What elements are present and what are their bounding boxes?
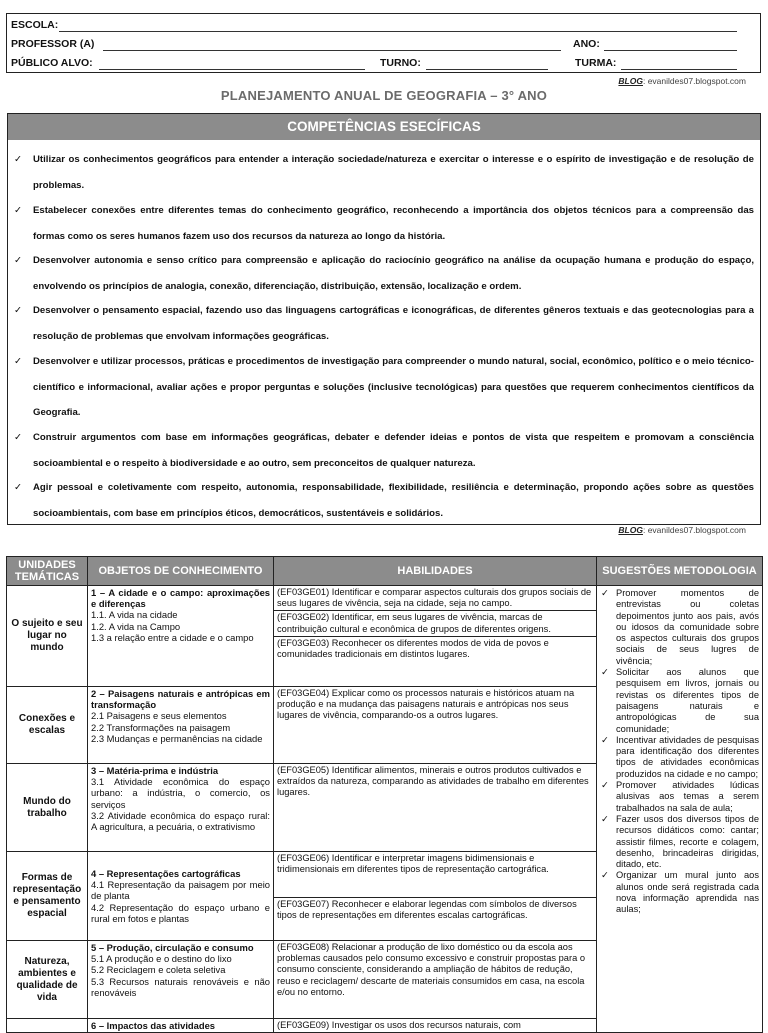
check-icon: ✓ (14, 432, 23, 443)
turno-label: TURNO: (380, 57, 421, 69)
blog-label: BLOG (618, 76, 643, 86)
publico-field[interactable] (99, 69, 365, 70)
habilidade-cell (274, 1019, 597, 1033)
habilidade-item: (EF03GE08) Relacionar a produção de lixo doméstico ou da escola aos problemas causados pelo consumo excessivo e construir propostas para o consumo consciente, considerando a ampliação de hábitos de redução, reuso e reciclagem/ descarte de materiais consumidos em casa, na escola e/ou no entorno. (277, 942, 585, 997)
habilidade-item: (EF03GE03) Reconhecer os diferentes modos de vida de povos e comunidades tradicionais em distintos lugares. (277, 637, 549, 660)
unit-cell: Formas de representação e pensamento espacial (7, 852, 88, 941)
habilidade-item: (EF03GE05) Identificar alimentos, minerais e outros produtos cultivados e extraídos da natureza, comparando as atividades de trabalho em diferentes lugares. (277, 765, 589, 798)
escola-field[interactable] (59, 31, 737, 32)
table-row (7, 586, 763, 687)
ano-label: ANO: (573, 38, 600, 50)
list-item: ✓ Fazer usos dos diversos tipos de recursos didáticos como: cantar; assistir filmes, recorte e colagem, desenho, brincadeiras dirigidas, ditado, etc. (601, 813, 759, 870)
objeto-cell (88, 764, 274, 852)
objeto-items: 5.1 A produção e o destino do lixo 5.2 Reciclagem e coleta seletiva 5.3 Recursos naturais renováveis e não renováveis (91, 953, 270, 998)
check-icon: ✓ (601, 870, 609, 881)
habilidade-item: (EF03GE02) Identificar, em seus lugares de vivência, marcas de contribuição cultural e econômica de grupos de diferentes origens. (274, 611, 596, 636)
objeto-title: 2 – Paisagens naturais e antrópicas em transformação (91, 688, 270, 711)
blog-url[interactable]: : evanildes07.blogspot.com (642, 76, 746, 86)
objeto-cell (88, 687, 274, 764)
competencia-item: ✓ Desenvolver autonomia e senso crítico para compreensão e aplicação do raciocínio geográfico na análise da ocupação humana e produção do espaço, envolvendo os princípios de analogia, conexão, diferenciação, distribuição, extensão, localização e ordem. (14, 248, 754, 299)
blog-label: BLOG (618, 525, 643, 535)
objeto-cell (88, 586, 274, 687)
objeto-title: 4 – Representações cartográficas (91, 867, 241, 879)
competencia-item: ✓ Desenvolver e utilizar processos, práticas e procedimentos de investigação para compreender o mundo natural, social, econômico, político e o meio técnico-científico e informacional, avaliar ações e propor perguntas e soluções (inclusive tecnológicas) para questões que requerem conhecimentos científicos da Geografia. (14, 349, 754, 426)
check-icon: ✓ (14, 305, 23, 316)
escola-label: ESCOLA: (11, 19, 59, 31)
list-item: ✓ Solicitar aos alunos que pesquisem em livros, jornais ou revistas os diferentes tipos de paisagens naturais e antropológicas de sua comunidade; (601, 667, 759, 734)
competencias-box (7, 113, 761, 525)
habilidade-cell (274, 687, 597, 764)
list-item: ✓ Promover momentos de entrevistas ou coletas depoimentos junto aos pais, avós ou idosos da comunidade sobre os aspectos culturais dos grupos sociais de seus lugres de vivência; (601, 588, 759, 666)
habilidade-cell (274, 941, 597, 1019)
turma-field[interactable] (621, 69, 737, 70)
objeto-items: 3.1 Atividade econômica do espaço urbano: a indústria, o comercio, os serviços 3.2 Atividade econômica do espaço rural: A agricultura, a pecuária, o extrativismo (91, 776, 270, 833)
objeto-items: 4.1 Representação da paisagem por meio de planta 4.2 Representação do espaço urbano e rural em fotos e plantas (91, 879, 270, 924)
habilidade-cell (274, 764, 597, 852)
competencia-item: ✓ Desenvolver o pensamento espacial, fazendo uso das linguagens cartográficas e iconográficas, de diferentes gêneros textuais e das geotecnologias para a resolução de problemas que envolvam informações geográficas. (14, 298, 754, 349)
check-icon: ✓ (14, 205, 23, 216)
check-icon: ✓ (601, 734, 609, 745)
list-item: ✓ Promover atividades lúdicas alusivas aos temas a serem trabalhados na sala de aula; (601, 780, 759, 813)
sugestoes-cell (597, 586, 763, 1033)
ano-field[interactable] (604, 50, 737, 51)
habilidade-item: (EF03GE01) Identificar e comparar aspectos culturais dos grupos sociais de seus lugares de vivência, seja na cidade, seja no campo. (274, 586, 596, 611)
check-icon: ✓ (14, 482, 23, 493)
planning-table (6, 556, 763, 1033)
competencia-item: ✓ Utilizar os conhecimentos geográficos para entender a interação sociedade/natureza e exercitar o interesse e o espírito de investigação e de resolução de problemas. (14, 147, 754, 198)
header-objetos: OBJETOS DE CONHECIMENTO (88, 557, 274, 586)
table-header-row (7, 557, 763, 586)
check-icon: ✓ (14, 356, 23, 367)
competencia-item: ✓ Agir pessoal e coletivamente com respeito, autonomia, responsabilidade, flexibilidade, resiliência e determinação, propondo ações sobre as questões socioambientais, com base em princípios éticos, democráticos, sustentáveis e solidários. (14, 475, 754, 526)
blog-url[interactable]: : evanildes07.blogspot.com (642, 525, 746, 535)
habilidade-item: (EF03GE04) Explicar como os processos naturais e históricos atuam na produção e na mudança das paisagens naturais e antrópicas nos seus lugares de vivência, comparando-os a outros lugares. (277, 688, 575, 721)
habilidade-cell (274, 586, 597, 687)
objeto-title: 3 – Matéria-prima e indústria (91, 765, 219, 776)
unit-cell: Conexões e escalas (7, 687, 88, 764)
habilidade-item: (EF03GE09) Investigar os usos dos recursos naturais, com (277, 1020, 521, 1030)
page-title: PLANEJAMENTO ANUAL DE GEOGRAFIA – 3° ANO (220, 88, 548, 103)
habilidade-cell (274, 852, 597, 941)
unit-cell (7, 1019, 88, 1033)
objeto-title: 1 – A cidade e o campo: aproximações e diferenças (91, 587, 270, 610)
check-icon: ✓ (601, 667, 609, 678)
blog-credit-top (618, 76, 746, 86)
publico-label: PÚBLICO ALVO: (11, 57, 93, 69)
habilidade-item: (EF03GE07) Reconhecer e elaborar legendas com símbolos de diversos tipos de representações em diferentes escalas cartográficas. (277, 899, 577, 921)
check-icon: ✓ (601, 780, 609, 791)
header-unidades: UNIDADES TEMÁTICAS (7, 557, 88, 586)
turma-label: TURMA: (575, 57, 617, 69)
header-box (6, 13, 761, 73)
competencia-item: ✓ Construir argumentos com base em informações geográficas, debater e defender ideias e pontos de vista que respeitem e promovam a consciência socioambiental e o respeito à biodiversidade e ao outro, sem preconceitos de qualquer natureza. (14, 425, 754, 476)
blog-credit-bottom (618, 525, 746, 535)
objeto-cell (88, 941, 274, 1019)
objeto-items: 1.1. A vida na cidade 1.2. A vida na Campo 1.3 a relação entre a cidade e o campo (91, 609, 254, 643)
check-icon: ✓ (14, 154, 23, 165)
objeto-cell (88, 852, 274, 941)
objeto-items: 2.1 Paisagens e seus elementos 2.2 Transformações na paisagem 2.3 Mudanças e permanências na cidade (91, 710, 263, 744)
objeto-title: 6 – Impactos das atividades (91, 1020, 216, 1031)
header-habilidades: HABILIDADES (274, 557, 597, 586)
sugestoes-list (601, 588, 759, 916)
habilidade-item: (EF03GE06) Identificar e interpretar imagens bidimensionais e tridimensionais em diferentes tipos de representação cartográfica. (274, 852, 596, 898)
unit-cell: O sujeito e seu lugar no mundo (7, 586, 88, 687)
competencias-heading: COMPETÊNCIAS ESECÍFICAS (8, 114, 760, 140)
header-sugestoes: SUGESTÕES METODOLOGIA (597, 557, 763, 586)
unit-cell: Mundo do trabalho (7, 764, 88, 852)
unit-cell: Natureza, ambientes e qualidade de vida (7, 941, 88, 1019)
professor-field[interactable] (103, 50, 561, 51)
objeto-title: 5 – Produção, circulação e consumo (91, 942, 254, 953)
check-icon: ✓ (14, 255, 23, 266)
objeto-cell (88, 1019, 274, 1033)
list-item: ✓ Incentivar atividades de pesquisas para identificação dos diferentes tipos de atividades econômicas produzidos na cidade e no campo; (601, 734, 759, 779)
professor-label: PROFESSOR (A) (11, 38, 95, 50)
list-item: ✓ Organizar um mural junto aos alunos onde será registrada cada nova informação aprendida nas aulas; (601, 870, 759, 915)
competencia-item: ✓ Estabelecer conexões entre diferentes temas do conhecimento geográfico, reconhecendo a importância dos objetos técnicos para a compreensão das formas como os seres humanos fazem uso dos recursos da natureza ao longo da história. (14, 198, 754, 249)
turno-field[interactable] (426, 69, 548, 70)
check-icon: ✓ (601, 588, 609, 598)
check-icon: ✓ (601, 813, 609, 824)
